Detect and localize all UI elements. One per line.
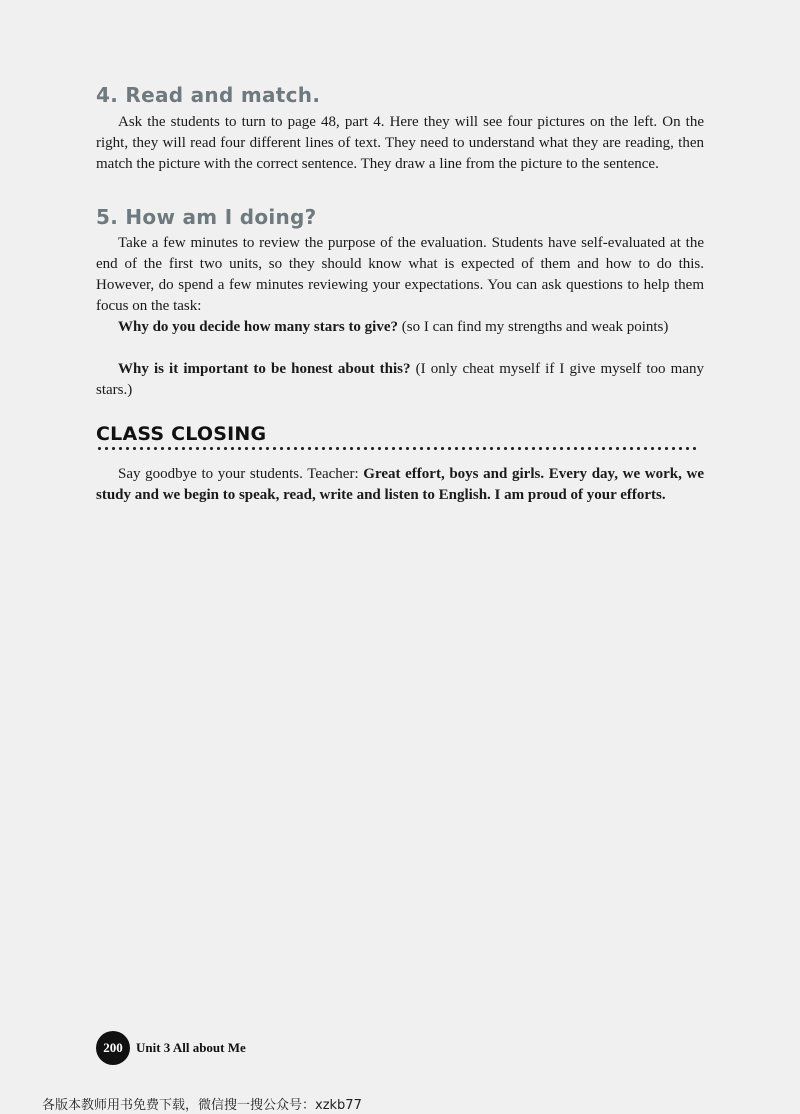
section-heading-read-match: 4. Read and match. [96, 83, 321, 107]
read-match-paragraph: Ask the students to turn to page 48, part 4. Here they will see four pictures on the left. On the right, they will read four different lines of text. They need to understand what they are reading, then match the picture with the correct sentence. They draw a line from the picture to the sentence. [96, 114, 704, 172]
question-1-bold: Why do you decide how many stars to give? [118, 319, 399, 335]
section-heading-how-am-i-doing: 5. How am I doing? [96, 205, 317, 229]
closing-intro: Say goodbye to your students. Teacher: [118, 466, 364, 482]
question-2-answer: (I only cheat myself if I give myself too many stars.) [96, 361, 704, 398]
class-closing-paragraph [96, 464, 704, 506]
question-1-answer: (so I can find my strengths and weak points) [398, 319, 669, 335]
closing-teacher-speech: Great effort, boys and girls. Every day, we work, we study and we begin to speak, read, write and listen to English. I am proud of your efforts. [96, 466, 704, 503]
dotted-rule [96, 446, 700, 451]
class-closing-header [96, 423, 700, 453]
page-number: 200 [96, 1031, 130, 1065]
question-2-bold: Why is it important to be honest about this? [118, 361, 411, 377]
class-closing-title: CLASS CLOSING [96, 423, 267, 445]
watermark-text: 各版本教师用书免费下载，微信搜一搜公众号：xzkb77 [42, 1098, 362, 1113]
question-1 [96, 317, 704, 338]
how-doing-paragraph: Take a few minutes to review the purpose of the evaluation. Students have self-evaluated at the end of the first two units, so they should know what is expected of them and how to do this. However, do spend a few minutes reviewing your expectations. You can ask questions to help them focus on the task: [96, 235, 704, 314]
unit-label: Unit 3 All about Me [136, 1040, 246, 1055]
question-2 [96, 359, 704, 401]
